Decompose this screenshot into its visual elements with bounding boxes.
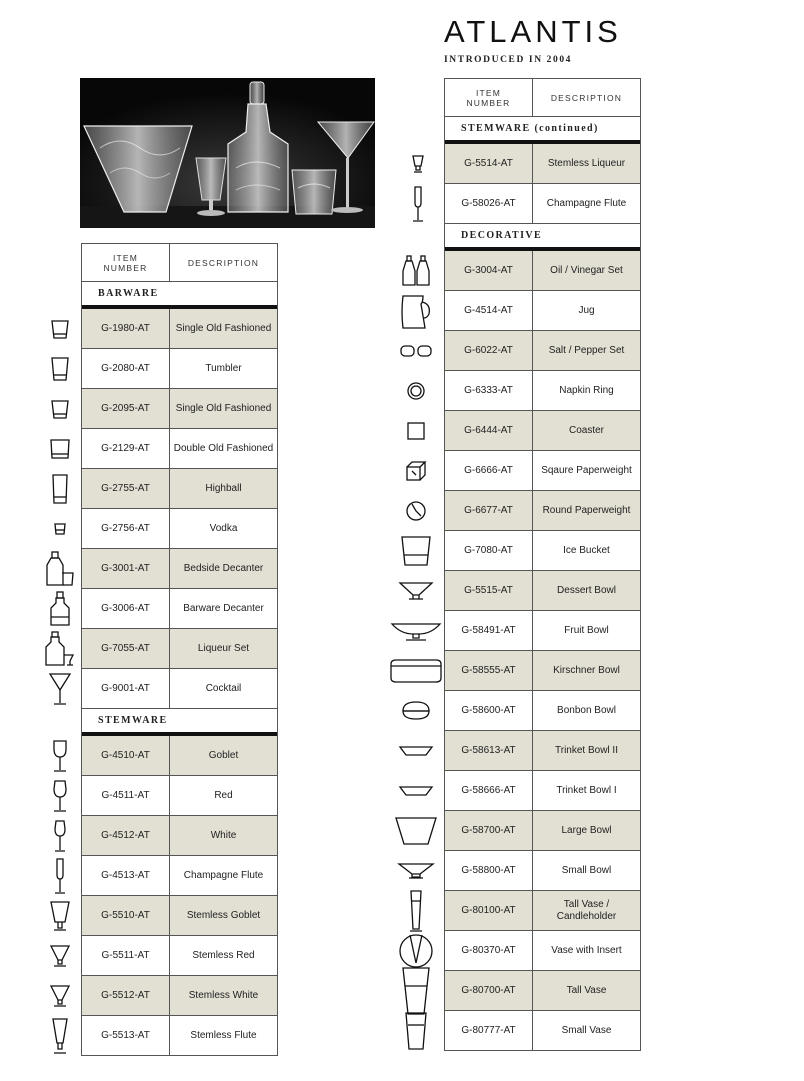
dessert-bowl-icon	[386, 571, 446, 611]
table-row	[82, 856, 277, 896]
table-row	[82, 469, 277, 509]
trinket-bowl-icon	[386, 731, 446, 771]
oil-vinegar-set-icon	[386, 251, 446, 291]
stemware-decorative-table	[444, 78, 641, 1051]
item-description: Jug	[578, 304, 595, 316]
item-number: G-6666-AT	[445, 451, 533, 490]
table-row	[445, 251, 640, 291]
table-row	[445, 291, 640, 331]
stemless-red-icon	[30, 936, 90, 976]
table-row	[445, 971, 640, 1011]
small-vase-icon	[386, 1011, 446, 1051]
item-description: Barware Decanter	[183, 602, 264, 614]
item-description: Coaster	[568, 424, 604, 436]
table-row	[82, 349, 277, 389]
champagne-flute-icon	[388, 184, 448, 224]
item-number: G-2080-AT	[82, 349, 170, 388]
table-row	[82, 589, 277, 629]
item-number: G-80370-AT	[445, 931, 533, 970]
table-row	[82, 776, 277, 816]
table-row	[445, 611, 640, 651]
table-row	[82, 896, 277, 936]
item-number: G-5513-AT	[82, 1016, 170, 1055]
item-number: G-80700-AT	[445, 971, 533, 1010]
page-subtitle: INTRODUCED IN 2004	[444, 55, 573, 65]
table-row	[82, 389, 277, 429]
item-description: Napkin Ring	[559, 384, 614, 396]
bonbon-bowl-icon	[386, 691, 446, 731]
table-row	[445, 931, 640, 971]
item-description: Oil / Vinegar Set	[550, 264, 623, 276]
item-description: Vase with Insert	[551, 944, 622, 956]
item-description: Sqaure Paperweight	[541, 464, 632, 476]
item-description: Round Paperweight	[542, 504, 631, 516]
description-header: DESCRIPTION	[187, 257, 260, 268]
table-row	[445, 1011, 640, 1051]
table-row	[82, 976, 277, 1016]
tall-vase-icon	[386, 971, 446, 1011]
section-stemware-continued: STEMWARE (continued)	[445, 117, 640, 144]
vase-with-insert-icon	[386, 931, 446, 971]
page-title: ATLANTIS	[444, 14, 622, 49]
item-description: Double Old Fashioned	[173, 442, 274, 454]
item-number: G-58613-AT	[445, 731, 533, 770]
table-row	[82, 1016, 277, 1056]
table-row	[445, 811, 640, 851]
item-description: Single Old Fashioned	[175, 322, 272, 334]
stemless-liqueur-icon	[388, 144, 448, 184]
trinket-bowl-icon	[386, 771, 446, 811]
product-photo	[80, 78, 375, 228]
table-row	[445, 571, 640, 611]
item-description: Fruit Bowl	[564, 624, 609, 636]
item-number: G-6677-AT	[445, 491, 533, 530]
table-row	[445, 411, 640, 451]
item-description: Small Bowl	[561, 864, 612, 876]
item-description: Stemless Goblet	[186, 909, 261, 921]
kirschner-bowl-icon	[386, 651, 446, 691]
stemless-flute-icon	[30, 1016, 90, 1056]
decanter-icon	[30, 589, 90, 629]
table-row	[82, 936, 277, 976]
napkin-ring-icon	[386, 371, 446, 411]
double-old-fashioned-icon	[30, 429, 90, 469]
item-number: G-80100-AT	[445, 891, 533, 930]
item-number: G-5511-AT	[82, 936, 170, 975]
item-description: Stemless Flute	[190, 1029, 257, 1041]
item-number: G-3004-AT	[445, 251, 533, 290]
item-number: G-3006-AT	[82, 589, 170, 628]
bedside-decanter-icon	[30, 549, 90, 589]
item-description: Bonbon Bowl	[557, 704, 616, 716]
item-number: G-9001-AT	[82, 669, 170, 708]
item-description: Champagne Flute	[183, 869, 264, 881]
table-row	[445, 451, 640, 491]
table-row	[445, 184, 640, 224]
cocktail-glass-icon	[30, 669, 90, 709]
table-header	[82, 243, 277, 282]
goblet-icon	[30, 736, 90, 776]
table-row	[82, 509, 277, 549]
jug-icon	[386, 291, 446, 331]
item-description: Champagne Flute	[546, 197, 627, 209]
highball-glass-icon	[30, 469, 90, 509]
vodka-glass-icon	[30, 509, 90, 549]
tumbler-icon	[30, 349, 90, 389]
item-number-header: ITEM NUMBER	[82, 244, 170, 281]
item-description: Highball	[205, 482, 242, 494]
ice-bucket-icon	[386, 531, 446, 571]
table-row	[445, 691, 640, 731]
item-number: G-2755-AT	[82, 469, 170, 508]
table-row	[445, 651, 640, 691]
item-description: Stemless White	[188, 989, 259, 1001]
item-number: G-2095-AT	[82, 389, 170, 428]
item-number: G-80777-AT	[445, 1011, 533, 1050]
stemless-goblet-icon	[30, 896, 90, 936]
coaster-icon	[386, 411, 446, 451]
item-number: G-58800-AT	[445, 851, 533, 890]
white-wine-glass-icon	[30, 816, 90, 856]
item-number: G-7080-AT	[445, 531, 533, 570]
old-fashioned-glass-icon	[30, 389, 90, 429]
item-number: G-7055-AT	[82, 629, 170, 668]
table-row	[445, 891, 640, 931]
table-row	[445, 731, 640, 771]
tall-vase-candleholder-icon	[386, 891, 446, 931]
item-description: Stemless Red	[192, 949, 255, 961]
table-header	[445, 78, 640, 117]
table-row	[82, 549, 277, 589]
stemless-white-icon	[30, 976, 90, 1016]
table-row	[445, 491, 640, 531]
item-number: G-58491-AT	[445, 611, 533, 650]
item-number: G-5512-AT	[82, 976, 170, 1015]
item-number: G-4514-AT	[445, 291, 533, 330]
table-row	[445, 851, 640, 891]
table-row	[82, 429, 277, 469]
table-row	[82, 669, 277, 709]
item-number: G-58600-AT	[445, 691, 533, 730]
table-row	[82, 309, 277, 349]
fruit-bowl-icon	[386, 611, 446, 651]
section-stemware: STEMWARE	[82, 709, 277, 736]
description-header: DESCRIPTION	[550, 92, 623, 103]
item-number: G-5514-AT	[445, 144, 533, 183]
liqueur-set-icon	[30, 629, 90, 669]
item-description: Liqueur Set	[197, 642, 250, 654]
item-number: G-4511-AT	[82, 776, 170, 815]
item-number: G-58555-AT	[445, 651, 533, 690]
item-description: Single Old Fashioned	[175, 402, 272, 414]
item-number: G-2129-AT	[82, 429, 170, 468]
item-description: Trinket Bowl II	[555, 744, 618, 756]
section-barware: BARWARE	[82, 282, 277, 309]
item-description: Trinket Bowl I	[556, 784, 617, 796]
item-number: G-4512-AT	[82, 816, 170, 855]
salt-pepper-set-icon	[386, 331, 446, 371]
item-number-header: ITEM NUMBER	[445, 79, 533, 116]
barware-stemware-table	[81, 243, 278, 1056]
table-row	[445, 144, 640, 184]
item-description: Vodka	[209, 522, 238, 534]
small-bowl-icon	[386, 851, 446, 891]
item-number: G-5510-AT	[82, 896, 170, 935]
item-number: G-6333-AT	[445, 371, 533, 410]
item-description: Large Bowl	[561, 824, 612, 836]
round-paperweight-icon	[386, 491, 446, 531]
item-description: Kirschner Bowl	[553, 664, 620, 676]
item-description: White	[210, 829, 237, 841]
item-number: G-6022-AT	[445, 331, 533, 370]
champagne-flute-icon	[30, 856, 90, 896]
item-number: G-58700-AT	[445, 811, 533, 850]
table-row	[82, 816, 277, 856]
table-row	[82, 736, 277, 776]
item-number: G-1980-AT	[82, 309, 170, 348]
item-description: Ice Bucket	[563, 544, 610, 556]
item-number: G-58026-AT	[445, 184, 533, 223]
item-number: G-6444-AT	[445, 411, 533, 450]
item-number: G-2756-AT	[82, 509, 170, 548]
item-description: Tumbler	[205, 362, 242, 374]
item-description: Cocktail	[205, 682, 242, 694]
item-description: Small Vase	[561, 1024, 612, 1036]
table-row	[445, 531, 640, 571]
item-description: Tall Vase	[566, 984, 607, 996]
item-description: Goblet	[208, 749, 239, 761]
table-row	[82, 629, 277, 669]
item-number: G-3001-AT	[82, 549, 170, 588]
item-description: Tall Vase / Candleholder	[556, 898, 617, 922]
section-decorative: DECORATIVE	[445, 224, 640, 251]
item-number: G-5515-AT	[445, 571, 533, 610]
item-description: Stemless Liqueur	[547, 157, 626, 169]
old-fashioned-glass-icon	[30, 309, 90, 349]
item-description: Salt / Pepper Set	[548, 344, 625, 356]
red-wine-glass-icon	[30, 776, 90, 816]
item-number: G-4513-AT	[82, 856, 170, 895]
square-paperweight-icon	[386, 451, 446, 491]
large-bowl-icon	[386, 811, 446, 851]
table-row	[445, 331, 640, 371]
table-row	[445, 771, 640, 811]
item-description: Bedside Decanter	[183, 562, 264, 574]
item-number: G-4510-AT	[82, 736, 170, 775]
item-description: Red	[214, 789, 233, 801]
item-number: G-58666-AT	[445, 771, 533, 810]
item-description: Dessert Bowl	[557, 584, 616, 596]
table-row	[445, 371, 640, 411]
